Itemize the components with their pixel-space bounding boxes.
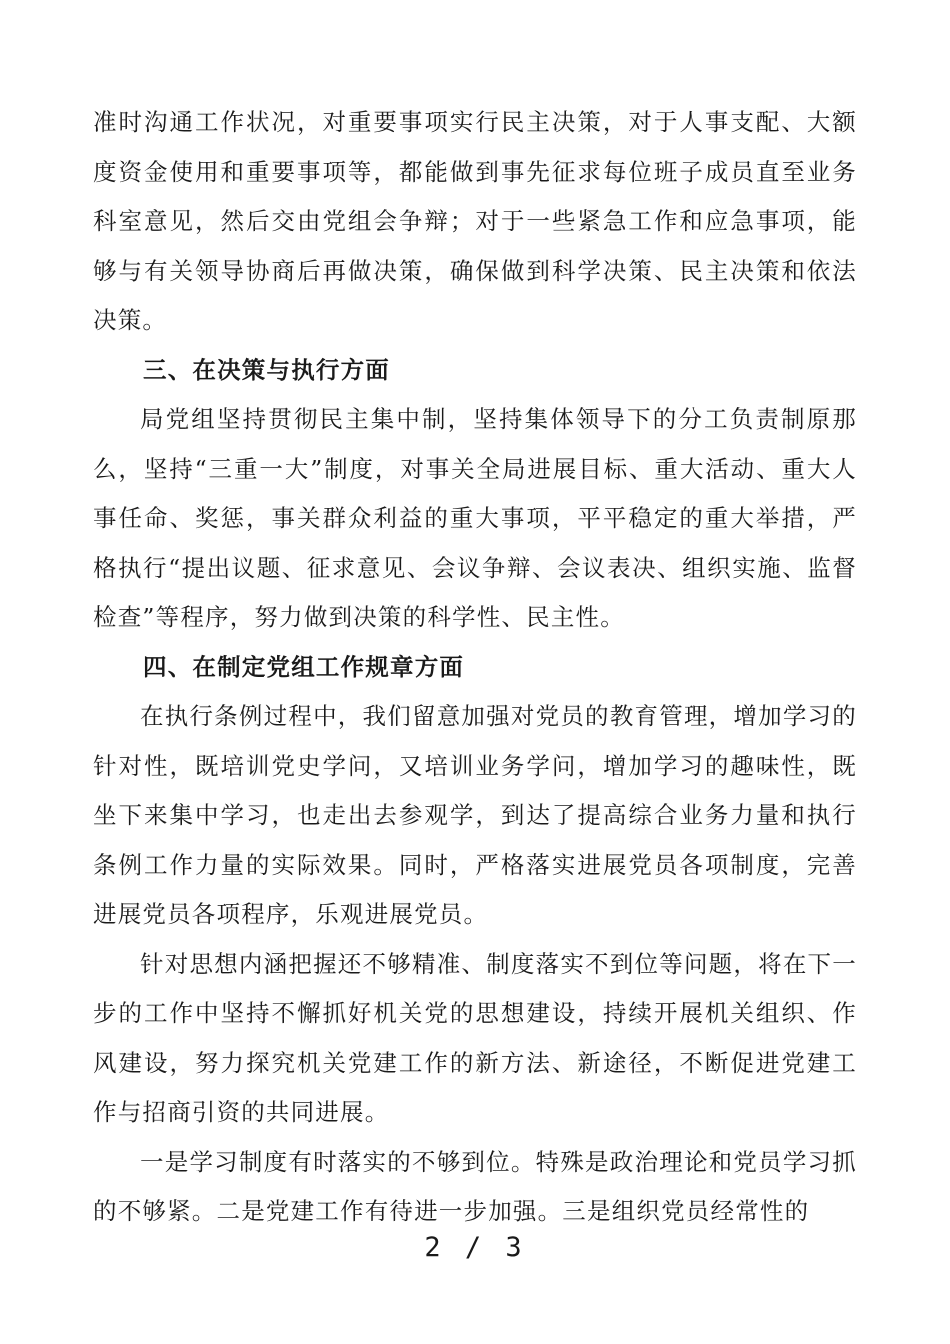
section-heading-3: 三、在决策与执行方面 <box>143 355 390 384</box>
page-number: 2 / 3 <box>424 1232 526 1263</box>
document-body <box>93 98 857 1237</box>
paragraph-5: 一是学习制度有时落实的不够到位。特殊是政治理论和党员学习抓的不够紧。二是党建工作有待进一步加强。三是组织党员经常性的 <box>93 1147 857 1225</box>
paragraph-1: 准时沟通工作状况，对重要事项实行民主决策，对于人事支配、大额度资金使用和重要事项等，都能做到事先征求每位班子成员直至业务科室意见，然后交由党组会争辩；对于一些紧急工作和应急事项，能够与有关领导协商后再做决策，确保做到科学决策、民主决策和依法决策。 <box>93 108 857 334</box>
paragraph-3: 在执行条例过程中，我们留意加强对党员的教育管理，增加学习的针对性，既培训党史学问，又培训业务学问，增加学习的趣味性，既坐下来集中学习，也走出去参观学，到达了提高综合业务力量和执行条例工作力量的实际效果。同时，严格落实进展党员各项制度，完善进展党员各项程序，乐观进展党员。 <box>93 702 857 928</box>
paragraph-4: 针对思想内涵把握还不够精准、制度落实不到位等问题，将在下一步的工作中坚持不懈抓好机关党的思想建设，持续开展机关组织、作风建设，努力探究机关党建工作的新方法、新途径，不断促进党建工作与招商引资的共同进展。 <box>93 949 857 1126</box>
section-heading-4: 四、在制定党组工作规章方面 <box>143 652 465 681</box>
paragraph-2: 局党组坚持贯彻民主集中制，坚持集体领导下的分工负责制原那么，坚持“三重一大”制度，对事关全局进展目标、重大活动、重大人事任命、奖惩，事关群众利益的重大事项，平平稳定的重大举措，严格执行“提出议题、征求意见、会议争辩、会议表决、组织实施、监督检查”等程序，努力做到决策的科学性、民主性。 <box>93 405 857 631</box>
